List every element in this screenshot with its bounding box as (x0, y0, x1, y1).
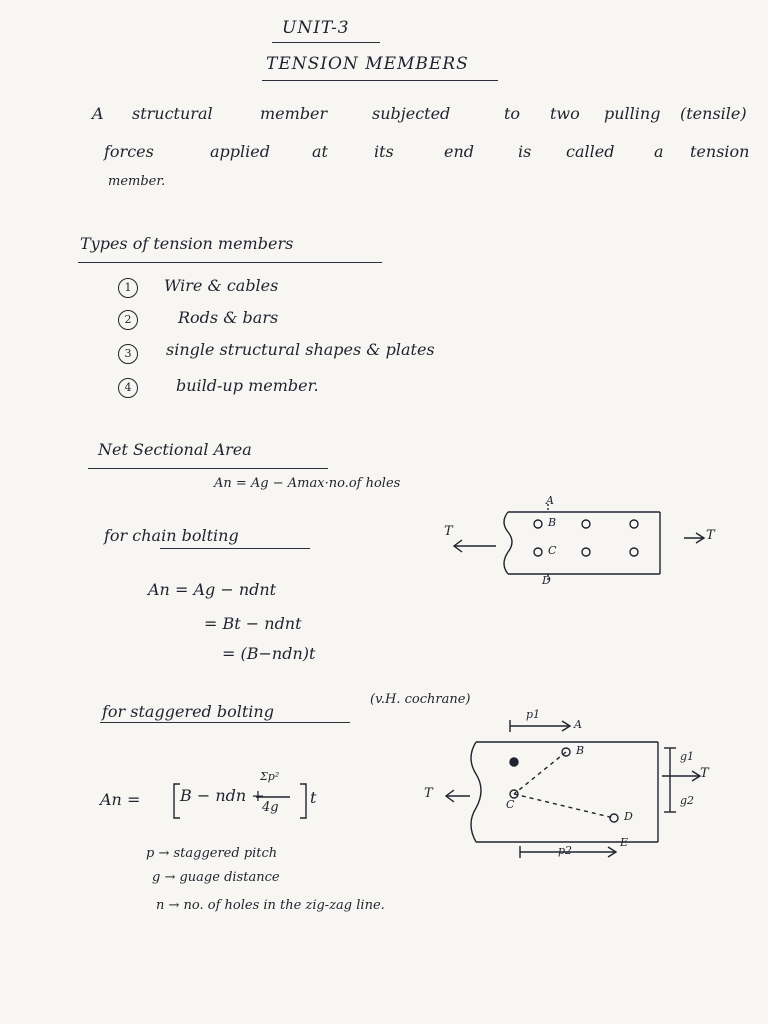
unit-underline (272, 42, 380, 43)
staggered-formula-numerator: Σp² (260, 770, 280, 783)
zigzag-line (514, 794, 614, 818)
staggered-label-d: D (624, 810, 633, 823)
arrow-head (608, 847, 616, 857)
staggered-label-p2: p2 (558, 844, 573, 857)
def-word: (tensile) (680, 104, 747, 123)
staggered-underline (100, 722, 350, 723)
plate-break-line (504, 512, 512, 574)
def-word: to (504, 104, 521, 123)
chain-eq-1: An = Ag − ndnt (148, 580, 277, 599)
types-heading: Types of tension members (80, 234, 294, 253)
types-underline (78, 262, 382, 263)
def-word: applied (210, 142, 270, 161)
def-word: called (566, 142, 615, 161)
chain-label-c: C (548, 544, 557, 557)
chain-underline (160, 548, 310, 549)
bolt-hole (534, 520, 542, 528)
formula-bracket-right (300, 784, 306, 818)
def-word: end (444, 142, 475, 161)
legend-line-3: n → no. of holes in the zig-zag line. (156, 898, 385, 913)
legend-line-1: p → staggered pitch (146, 846, 278, 861)
chain-force-right: T (706, 528, 715, 543)
def-word: subjected (372, 104, 451, 123)
bolt-hole (582, 520, 590, 528)
net-area-formula: An = Ag − Amax·no.of holes (214, 476, 401, 491)
staggered-author: (v.H. cochrane) (370, 692, 471, 707)
staggered-formula-lhs: An = (100, 790, 141, 809)
bolt-hole (510, 790, 518, 798)
def-word: structural (132, 104, 213, 123)
staggered-label-e: E (620, 836, 629, 849)
def-word: at (312, 142, 328, 161)
chain-label-d: D (542, 574, 551, 587)
bolt-hole (630, 548, 638, 556)
staggered-force-right: T (700, 766, 709, 781)
arrow-head (446, 790, 454, 802)
net-area-underline (88, 468, 328, 469)
def-word: two (550, 104, 580, 123)
plate-break-line (471, 742, 481, 842)
chain-eq-2: = Bt − ndnt (204, 614, 302, 633)
arrow-head (696, 533, 704, 543)
staggered-formula-denominator: 4g (262, 800, 279, 815)
def-word: a (654, 142, 664, 161)
zigzag-line (514, 752, 566, 794)
chain-label-a: A (546, 494, 554, 507)
definition-line-3: member. (108, 174, 166, 189)
staggered-formula-t: t (310, 788, 317, 807)
arrow-head (562, 721, 570, 731)
type-item-1: Wire & cables (164, 276, 279, 295)
type-item-4: build-up member. (176, 376, 319, 395)
def-word: tension (690, 142, 750, 161)
arrow-head (454, 540, 462, 552)
topic-title: TENSION MEMBERS (266, 54, 469, 74)
chain-heading: for chain bolting (104, 526, 239, 545)
staggered-heading: for staggered bolting (102, 702, 274, 721)
staggered-force-left: T (424, 786, 433, 801)
net-area-heading: Net Sectional Area (98, 440, 252, 459)
def-word: its (374, 142, 394, 161)
chain-eq-3: = (B−ndn)t (222, 644, 316, 663)
def-word: A (92, 104, 104, 123)
staggered-label-p1: p1 (526, 708, 541, 721)
staggered-label-c: C (506, 798, 515, 811)
def-word: forces (104, 142, 154, 161)
bolt-hole (630, 520, 638, 528)
legend-line-2: g → guage distance (152, 870, 280, 885)
arrow-head (692, 771, 700, 781)
chain-label-b: B (548, 516, 557, 529)
bolt-hole (610, 814, 618, 822)
staggered-label-g2: g2 (680, 794, 695, 807)
item-number: 3 (118, 344, 138, 364)
staggered-formula-main: B − ndn + (180, 786, 265, 805)
type-item-2: Rods & bars (178, 308, 279, 327)
chain-force-left: T (444, 524, 453, 539)
def-word: is (518, 142, 532, 161)
bolt-hole (510, 758, 518, 766)
type-item-3: single structural shapes & plates (166, 340, 435, 359)
bolt-hole (582, 548, 590, 556)
staggered-label-g1: g1 (680, 750, 695, 763)
item-number: 1 (118, 278, 138, 298)
def-word: pulling (604, 104, 661, 123)
bolt-hole (562, 748, 570, 756)
unit-title: UNIT-3 (282, 18, 350, 38)
staggered-label-b: B (576, 744, 585, 757)
item-number: 2 (118, 310, 138, 330)
topic-underline (262, 80, 498, 81)
item-number: 4 (118, 378, 138, 398)
def-word: member (260, 104, 328, 123)
bolt-hole (534, 548, 542, 556)
staggered-label-a: A (574, 718, 582, 731)
